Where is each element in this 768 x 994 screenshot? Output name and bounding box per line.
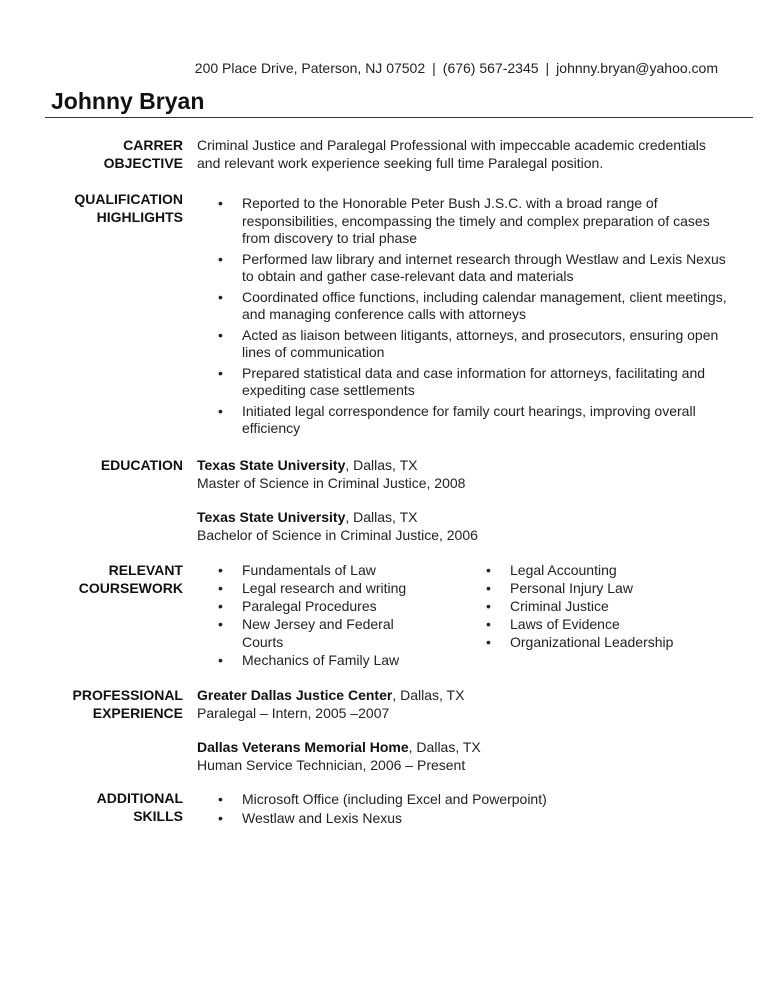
label-line: EXPERIENCE <box>92 704 183 721</box>
contact-line <box>0 60 718 76</box>
label-line: OBJECTIVE <box>103 154 183 171</box>
separator: | <box>545 60 550 76</box>
label-line: PROFESSIONAL <box>72 687 183 703</box>
list-item: • Personal Injury Law <box>465 580 725 598</box>
experience-entry <box>197 739 727 774</box>
role: Paralegal – Intern, 2005 –2007 <box>197 704 390 721</box>
section-label <box>40 191 183 226</box>
list-item: • Performed law library and internet research through Westlaw and Lexis Nexus to obtain and gather case-relevant data and materials <box>197 251 727 286</box>
school-location: , Dallas, TX <box>345 457 418 473</box>
objective-text: Criminal Justice and Paralegal Professional with impeccable academic credentials and relevant work experience seeking full time Paralegal position. <box>197 137 706 171</box>
separator: | <box>432 60 436 76</box>
label-line: RELEVANT <box>108 562 183 578</box>
list-item: • Westlaw and Lexis Nexus <box>197 810 727 828</box>
label-line: HIGHLIGHTS <box>96 208 183 225</box>
experience-entry <box>197 687 727 722</box>
list-item: • Criminal Justice <box>465 598 725 616</box>
school-location: , Dallas, TX <box>345 509 418 525</box>
qualifications-list-wrap <box>197 195 727 441</box>
skills-list <box>197 791 727 827</box>
section-label <box>40 790 183 825</box>
experience-list <box>197 687 727 791</box>
section-label <box>40 687 183 722</box>
qualifications-list <box>197 195 727 438</box>
degree: Master of Science in Criminal Justice, 2008 <box>197 474 466 491</box>
list-item: • Legal Accounting <box>465 562 725 580</box>
section-label: EDUCATION <box>100 457 183 473</box>
label-line: QUALIFICATION <box>74 191 183 207</box>
list-item: • Legal research and writing <box>197 580 437 598</box>
header-divider <box>45 117 753 118</box>
list-item: • Paralegal Procedures <box>197 598 437 616</box>
employer-name: Greater Dallas Justice Center <box>197 687 393 703</box>
list-item: • New Jersey and Federal Courts <box>197 616 437 651</box>
role: Human Service Technician, 2006 – Present <box>197 756 466 773</box>
employer-location: , Dallas, TX <box>392 687 465 703</box>
label-line: SKILLS <box>133 807 183 824</box>
email: johnny.bryan@yahoo.com <box>556 60 718 76</box>
employer-location: , Dallas, TX <box>408 739 481 755</box>
coursework-column-2 <box>465 562 725 652</box>
list-item: • Reported to the Honorable Peter Bush J.S.C. with a broad range of responsibilities, encompassing the timely and complex preparation of cases from discovery to trial phase <box>197 195 727 248</box>
list-item: • Prepared statistical data and case information for attorneys, facilitating and expediting case settlements <box>197 365 727 400</box>
section-label <box>40 562 183 597</box>
list-item: • Mechanics of Family Law <box>197 652 437 670</box>
list-item: • Laws of Evidence <box>465 616 725 634</box>
address: 200 Place Drive, Paterson, NJ 07502 <box>194 60 426 76</box>
employer-name: Dallas Veterans Memorial Home <box>197 739 409 755</box>
coursework-list <box>197 562 437 669</box>
list-item: • Coordinated office functions, including calendar management, client meetings, and managing conference calls with attorneys <box>197 289 727 324</box>
degree: Bachelor of Science in Criminal Justice, 2006 <box>197 526 478 543</box>
school-name: Texas State University <box>197 457 346 473</box>
education-entry <box>197 457 727 492</box>
candidate-name: Johnny Bryan <box>51 88 205 114</box>
coursework-column-1 <box>197 562 437 670</box>
education-entry <box>197 509 727 544</box>
skills-list-wrap <box>197 791 727 830</box>
coursework-list <box>465 562 725 652</box>
education-list <box>197 457 727 561</box>
phone: (676) 567-2345 <box>442 60 539 76</box>
label-line: COURSEWORK <box>78 579 183 596</box>
list-item: • Organizational Leadership <box>465 634 725 652</box>
label-line: ADDITIONAL <box>96 790 183 806</box>
list-item: • Initiated legal correspondence for family court hearings, improving overall efficiency <box>197 403 727 438</box>
school-name: Texas State University <box>197 509 346 525</box>
label-line: CARRER <box>123 137 183 153</box>
list-item: • Fundamentals of Law <box>197 562 437 580</box>
list-item: • Microsoft Office (including Excel and Powerpoint) <box>197 791 727 809</box>
section-label <box>40 137 183 172</box>
list-item: • Acted as liaison between litigants, attorneys, and prosecutors, ensuring open lines of communication <box>197 327 727 362</box>
